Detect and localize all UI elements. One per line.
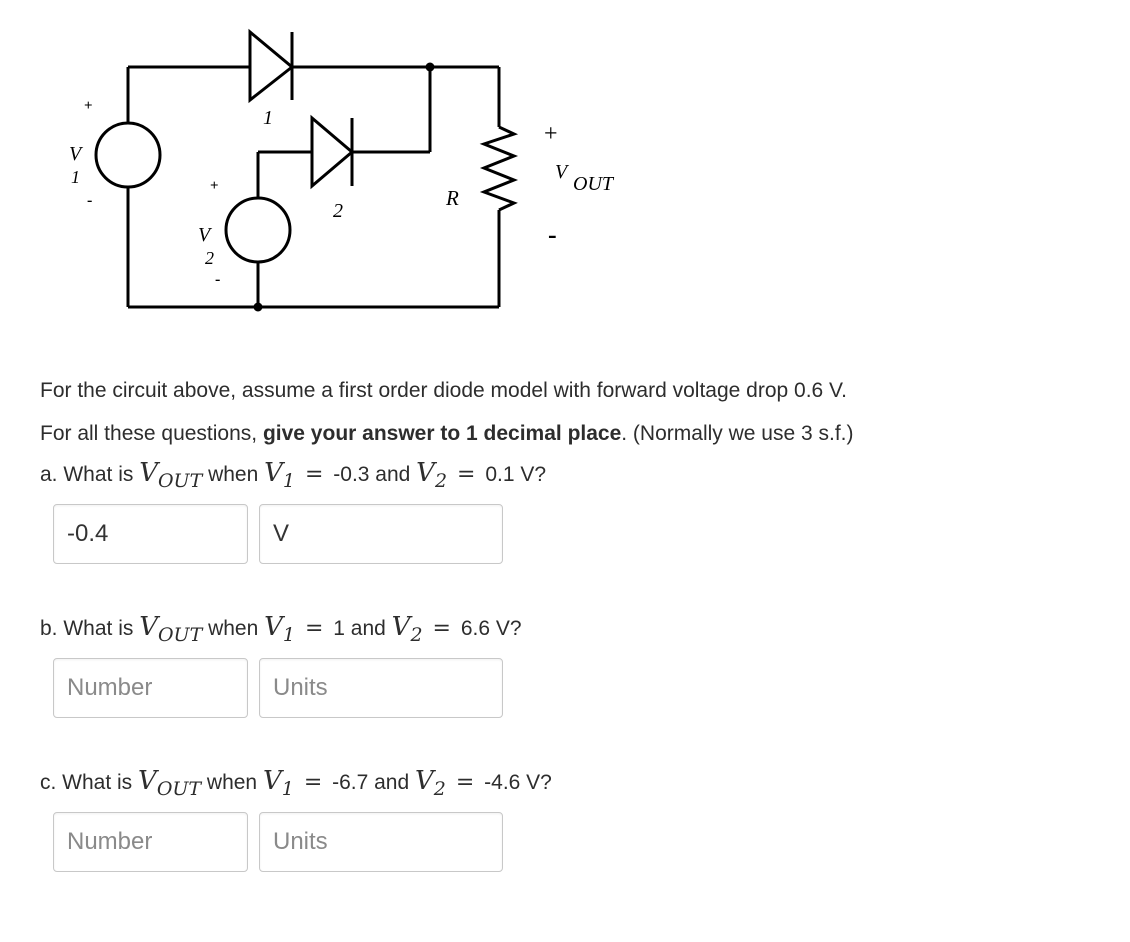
diode-1-label: 1 (263, 107, 273, 129)
question-a-v1-value: -0.3 and (327, 463, 417, 486)
v2-minus-label: - (215, 271, 221, 288)
v1-plus-label: + (84, 98, 93, 114)
question-b-v1-symbol: $V_1$ (264, 612, 295, 646)
diode-2-symbol (312, 118, 352, 186)
question-c-eq1: = (303, 770, 323, 795)
question-c-when: when (201, 771, 263, 794)
vout-label-sub: OUT (573, 173, 614, 195)
question-c-units-input[interactable] (259, 812, 503, 872)
v2-label-letter: V (198, 224, 211, 246)
question-a-units-input[interactable] (259, 504, 503, 564)
v2-plus-label: + (210, 178, 219, 194)
question-b-eq2: = (432, 616, 451, 641)
question-c-v2-value: -4.6 V? (478, 771, 552, 794)
question-a-eq1: = (305, 462, 324, 487)
question-a-v2-value: 0.1 V? (479, 463, 547, 486)
vout-label-letter: V (555, 161, 568, 183)
v1-source (96, 123, 160, 187)
question-b-v2-symbol: $V_2$ (391, 612, 423, 646)
intro-line-2-pre: For all these questions, (40, 422, 263, 445)
question-c-prefix: c. What is (40, 771, 139, 794)
question-a-number-input[interactable] (53, 504, 248, 564)
diode-2-label: 2 (333, 200, 343, 222)
question-a-v1-symbol: $V_1$ (264, 458, 295, 492)
junction-dot-top (426, 63, 435, 72)
v1-minus-label: - (87, 192, 93, 209)
question-b-eq1: = (305, 616, 324, 641)
question-c-prompt (40, 766, 552, 800)
question-b-v2-value: 6.6 V? (454, 617, 522, 640)
question-c-v1-symbol: $V_1$ (262, 766, 294, 800)
v1-label-letter: V (69, 143, 82, 165)
question-b-units-input[interactable] (259, 658, 503, 718)
diode-1-symbol (250, 32, 292, 100)
question-a-prompt (40, 458, 546, 492)
question-b-when: when (202, 617, 265, 640)
vout-plus-label: + (544, 121, 558, 147)
resistor-symbol (484, 127, 514, 210)
question-b-number-input[interactable] (53, 658, 248, 718)
intro-line-1-text: For the circuit above, assume a first order diode model with forward voltage drop 0.6 V. (40, 379, 847, 402)
question-c-v1-value: -6.7 and (326, 771, 415, 794)
circuit-diagram (50, 20, 650, 330)
v2-source (226, 198, 290, 262)
v2-label-sub: 2 (205, 248, 214, 268)
question-b-vout-symbol: $V_{OUT}$ (139, 612, 203, 646)
question-c-vout-symbol: $V_{OUT}$ (138, 766, 202, 800)
v1-label-sub: 1 (71, 167, 80, 187)
resistor-label: R (446, 186, 459, 210)
question-a-prefix: a. What is (40, 463, 140, 486)
question-b-v1-value: 1 and (327, 617, 392, 640)
question-a-when: when (202, 463, 265, 486)
intro-line-1 (40, 379, 847, 403)
question-b-prefix: b. What is (40, 617, 140, 640)
intro-line-2-bold: give your answer to 1 decimal place (262, 422, 622, 445)
vout-minus-label: - (548, 220, 557, 249)
intro-line-2 (40, 422, 854, 446)
intro-line-2-post: . (Normally we use 3 s.f.) (621, 422, 854, 445)
question-a-vout-symbol: $V_{OUT}$ (139, 458, 203, 492)
junction-dot-bottom (254, 303, 263, 312)
question-a-v2-symbol: $V_2$ (416, 458, 448, 492)
question-c-eq2: = (455, 770, 475, 795)
question-c-v2-symbol: $V_2$ (415, 766, 446, 800)
question-a-eq2: = (457, 462, 476, 487)
question-c-number-input[interactable] (53, 812, 248, 872)
question-b-prompt (40, 612, 522, 646)
